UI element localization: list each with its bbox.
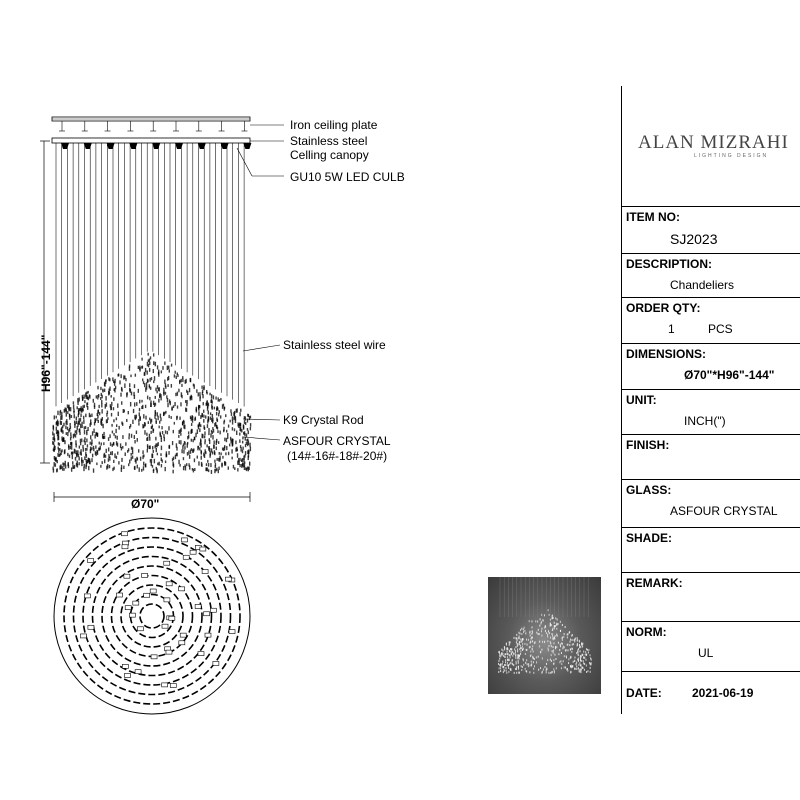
row-date [622, 671, 800, 714]
label-wire: Stainless steel wire [283, 338, 386, 352]
description-label: DESCRIPTION: [626, 257, 713, 271]
brand-tagline: LIGHTING DESIGN [694, 153, 769, 159]
order-qty-unit: PCS [708, 322, 733, 336]
row-description [622, 253, 800, 297]
plate-pins [59, 121, 251, 149]
glass-label: GLASS: [626, 483, 672, 497]
row-glass [622, 479, 800, 527]
chandelier-photo [488, 577, 601, 694]
height-dimension-text: H96"-144" [39, 334, 53, 392]
brand-name: ALAN MIZRAHI [638, 132, 789, 153]
row-item-no [622, 206, 800, 253]
label-crystal-2: (14#-16#-18#-20#) [287, 449, 388, 463]
date-label: DATE: [626, 686, 662, 700]
dimensions-label: DIMENSIONS: [626, 347, 707, 361]
ceiling-plate [52, 117, 250, 121]
height-dimension [40, 141, 50, 463]
label-canopy-2: Celling canopy [290, 148, 369, 162]
diameter-dimension-text: Ø70" [131, 497, 160, 511]
glass-value: ASFOUR CRYSTAL [670, 504, 778, 518]
row-remark [622, 572, 800, 621]
description-value: Chandeliers [670, 278, 735, 292]
ceiling-canopy [52, 138, 250, 143]
unit-label: UNIT: [626, 393, 657, 407]
row-shade [622, 527, 800, 572]
label-crystal-1: ASFOUR CRYSTAL [283, 434, 391, 448]
row-order-qty [622, 297, 800, 343]
steel-wires [56, 143, 244, 406]
brand-logo [622, 86, 800, 206]
shade-label: SHADE: [626, 531, 673, 545]
remark-label: REMARK: [626, 576, 683, 590]
label-canopy-1: Stainless steel [290, 134, 368, 148]
row-dimensions [622, 343, 800, 389]
item-no-value: SJ2023 [670, 231, 718, 247]
plan-view [54, 518, 250, 714]
order-qty-label: ORDER QTY: [626, 301, 701, 315]
row-norm [622, 621, 800, 671]
row-finish [622, 434, 800, 479]
label-rod: K9 Crystal Rod [283, 413, 364, 427]
finish-label: FINISH: [626, 438, 670, 452]
title-block [621, 86, 800, 714]
date-value: 2021-06-19 [692, 686, 754, 700]
row-unit [622, 389, 800, 434]
unit-value: INCH(") [684, 414, 726, 428]
norm-value: UL [698, 646, 714, 660]
label-bulb: GU10 5W LED CULB [290, 170, 405, 184]
dimensions-value: Ø70"*H96"-144" [684, 368, 775, 382]
item-no-label: ITEM NO: [626, 210, 680, 224]
label-iron-plate: Iron ceiling plate [290, 118, 378, 132]
order-qty-value: 1 [668, 322, 675, 336]
norm-label: NORM: [626, 625, 667, 639]
